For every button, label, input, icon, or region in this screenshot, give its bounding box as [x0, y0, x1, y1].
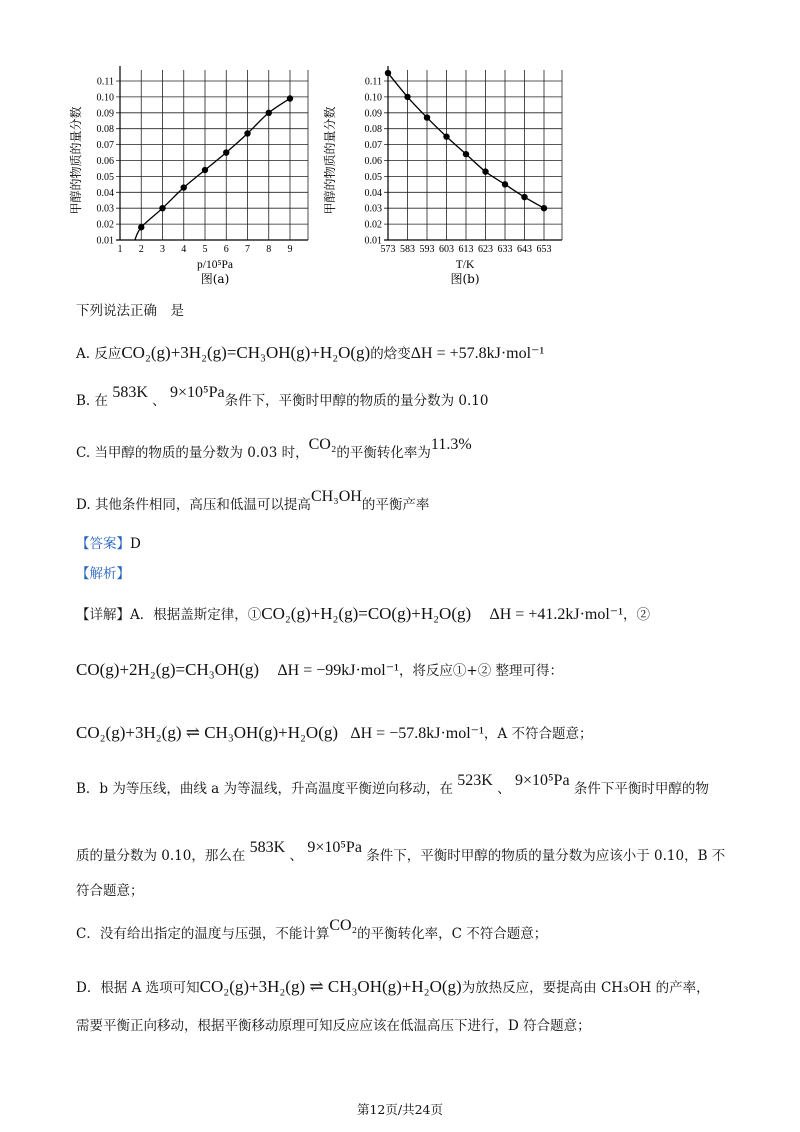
data-point [244, 130, 250, 136]
x-tick-label: 1 [117, 244, 123, 255]
detail-a1-equation: CO₂(g)+H₂(g)=CO(g)+H₂O(g) [261, 604, 472, 623]
x-tick-label: 633 [497, 244, 513, 255]
y-tick-label: 0.08 [364, 124, 382, 136]
x-tick-label: 573 [380, 244, 396, 255]
x-tick-label: 8 [266, 244, 272, 255]
option-d-pre: 其他条件相同，高压和低温可以提高 [94, 497, 311, 513]
y-tick-label: 0.05 [364, 171, 382, 183]
detail-d-line1 [76, 978, 710, 996]
detail-b1-sep: 、 [497, 781, 511, 797]
detail-a2-enthalpy: ΔH = −99kJ·mol⁻¹ [277, 662, 399, 679]
y-tick-label: 0.11 [364, 76, 382, 88]
y-tick-label: 0.06 [364, 156, 382, 167]
y-tick-label: 0.07 [96, 140, 114, 152]
x-tick-label: 613 [458, 244, 474, 255]
data-point [541, 205, 547, 211]
option-c [76, 436, 472, 462]
detail-b1-pressure: 9×10⁵Pa [514, 772, 570, 789]
detail-c-line [76, 917, 548, 943]
option-c-pre: 当甲醇的物质的量分数为 0.03 时， [94, 445, 309, 461]
question-stem: 下列说法正确 是 [76, 303, 184, 319]
data-point [521, 194, 527, 200]
option-c-label: C. [76, 445, 91, 461]
answer-tag: 【答案】 [76, 536, 130, 552]
option-b-pressure: 9×10⁵Pa [169, 384, 225, 401]
detail-tag: 【详解】 [76, 607, 130, 623]
detail-b2-pressure: 9×10⁵Pa [307, 839, 362, 856]
x-tick-label: 643 [517, 244, 532, 255]
y-tick-label: 0.07 [364, 140, 382, 152]
option-d-label: D. [76, 497, 91, 513]
y-tick-label: 0.01 [96, 235, 114, 247]
detail-b-line2 [76, 839, 726, 865]
y-tick-label: 0.01 [364, 235, 382, 247]
data-point [502, 181, 508, 187]
detail-b1-temperature: 523K [457, 772, 493, 789]
x-tick-label: 623 [478, 244, 493, 255]
detail-d1-post: 为放热反应，要提高由 CH₃OH 的产率， [461, 980, 710, 996]
chart-a [68, 66, 308, 286]
y-tick-label: 0.03 [364, 203, 382, 215]
detail-b2-post: 条件下，平衡时甲醇的物质的量分数为应该小于 0.10，B 不 [366, 848, 726, 864]
detail-b2-temperature: 583K [249, 839, 286, 856]
option-a-equation: CO₂(g)+3H₂(g)=CH₃OH(g)+H₂O(g) [121, 343, 371, 362]
page-footer: 第12页/共24页 [356, 1102, 444, 1117]
y-tick-label: 0.03 [96, 203, 114, 215]
y-tick-label: 0.02 [96, 219, 114, 231]
y-tick-label: 0.04 [364, 187, 382, 199]
x-tick-label: 653 [536, 244, 552, 255]
data-point [443, 133, 449, 139]
detail-a1-pre: A．根据盖斯定律，① [130, 607, 262, 623]
option-b-pre: 在 [94, 393, 109, 409]
data-point [223, 149, 229, 155]
detail-b-line1 [76, 772, 709, 798]
x-tick-label: 6 [223, 244, 229, 255]
x-axis-label: p/10⁵Pa [197, 259, 233, 271]
detail-c-post: 的平衡转化率，C 不符合题意； [357, 926, 548, 942]
x-axis-label: T/K [455, 259, 475, 271]
detail-b2-sep: 、 [289, 848, 304, 864]
data-point [463, 151, 469, 157]
detail-a1-enthalpy: ΔH = +41.2kJ·mol⁻¹ [489, 606, 624, 623]
y-axis-label: 甲醇的物质的量分数 [323, 106, 337, 215]
y-tick-label: 0.02 [364, 219, 382, 231]
detail-d1-pre: D．根据 A 选项可知 [76, 980, 200, 996]
x-tick-label: 3 [160, 244, 165, 255]
y-tick-label: 0.10 [364, 92, 382, 104]
detail-a3-enthalpy: ΔH = −57.8kJ·mol⁻¹ [350, 725, 484, 742]
option-b-label: B. [76, 393, 91, 409]
detail-a-line2 [76, 661, 563, 680]
y-tick-label: 0.09 [96, 108, 114, 120]
data-point [266, 110, 272, 116]
y-tick-label: 0.08 [96, 124, 114, 136]
y-tick-label: 0.09 [364, 108, 382, 120]
x-tick-label: 7 [245, 244, 250, 255]
detail-a2-post: ，将反应①+② 整理可得： [398, 663, 564, 679]
y-tick-label: 0.04 [96, 187, 114, 199]
option-a-enthalpy: ΔH = +57.8kJ·mol⁻¹ [410, 345, 545, 362]
data-point [482, 168, 488, 174]
x-tick-label: 583 [400, 244, 415, 255]
x-tick-label: 4 [181, 244, 187, 255]
chart-b [322, 66, 562, 286]
option-a-mid: 的焓变 [370, 346, 411, 362]
x-tick-label: 5 [202, 244, 208, 255]
x-tick-label: 603 [439, 244, 454, 255]
option-d-post: 的平衡产率 [361, 497, 430, 513]
detail-c-co2: CO₂ [329, 917, 358, 934]
x-tick-label: 9 [287, 244, 293, 255]
option-b-temperature: 583K [112, 384, 148, 401]
y-tick-label: 0.11 [96, 76, 114, 88]
data-point [202, 167, 208, 173]
detail-a3-equation: CO₂(g)+3H₂(g) ⇌ CH₃OH(g)+H₂O(g) [76, 723, 339, 742]
detail-a-line3 [76, 724, 592, 743]
option-b [76, 384, 489, 410]
chart-caption: 图(b) [450, 272, 480, 286]
option-d-methanol: CH₃OH [310, 488, 362, 505]
option-b-post: 条件下，平衡时甲醇的物质的量分数为 0.10 [224, 393, 489, 409]
y-axis-label: 甲醇的物质的量分数 [69, 106, 83, 215]
answer-value: D [130, 536, 141, 552]
option-c-conversion: 11.3% [430, 436, 472, 453]
series-line [135, 98, 290, 240]
x-tick-label: 593 [419, 244, 435, 255]
data-point [159, 205, 165, 211]
option-a-pre: 反应 [94, 346, 122, 362]
option-a-label: A. [76, 346, 91, 362]
chart-caption: 图(a) [200, 272, 230, 286]
detail-b2-pre: 质的量分数为 0.10，那么在 [76, 848, 246, 864]
detail-a-line1 [76, 605, 650, 624]
y-tick-label: 0.05 [96, 171, 114, 183]
y-tick-label: 0.10 [96, 92, 114, 104]
x-tick-label: 2 [138, 244, 144, 255]
data-point [424, 114, 430, 120]
y-tick-label: 0.06 [96, 156, 114, 167]
data-point [138, 224, 144, 230]
data-point [385, 70, 391, 76]
detail-d-line2: 需要平衡正向移动，根据平衡移动原理可知反应应该在低温高压下进行，D 符合题意； [76, 1018, 591, 1034]
analysis-tag: 【解析】 [76, 566, 130, 582]
detail-d1-equation: CO₂(g)+3H₂(g) ⇌ CH₃OH(g)+H₂O(g) [199, 977, 462, 996]
detail-b1-post: 条件下平衡时甲醇的物 [573, 781, 709, 797]
option-d [76, 488, 430, 514]
data-point [404, 94, 410, 100]
detail-a2-equation: CO(g)+2H₂(g)=CH₃OH(g) [76, 660, 260, 679]
chart-figure [0, 0, 800, 300]
answer-line [76, 536, 141, 552]
detail-b1-pre: B．b 为等压线，曲线 a 为等温线，升高温度平衡逆向移动，在 [76, 781, 453, 797]
data-point [181, 184, 187, 190]
detail-a3-post: ，A 不符合题意； [483, 726, 593, 742]
option-c-mid: 的平衡转化率为 [336, 445, 431, 461]
detail-b-line3: 符合题意； [76, 883, 144, 899]
option-b-sep: 、 [152, 393, 166, 409]
option-c-co2: CO₂ [308, 436, 337, 453]
detail-c-pre: C．没有给出指定的温度与压强，不能计算 [76, 926, 330, 942]
option-a [76, 344, 544, 363]
detail-a1-post: ，② [623, 607, 651, 623]
data-point [287, 95, 293, 101]
